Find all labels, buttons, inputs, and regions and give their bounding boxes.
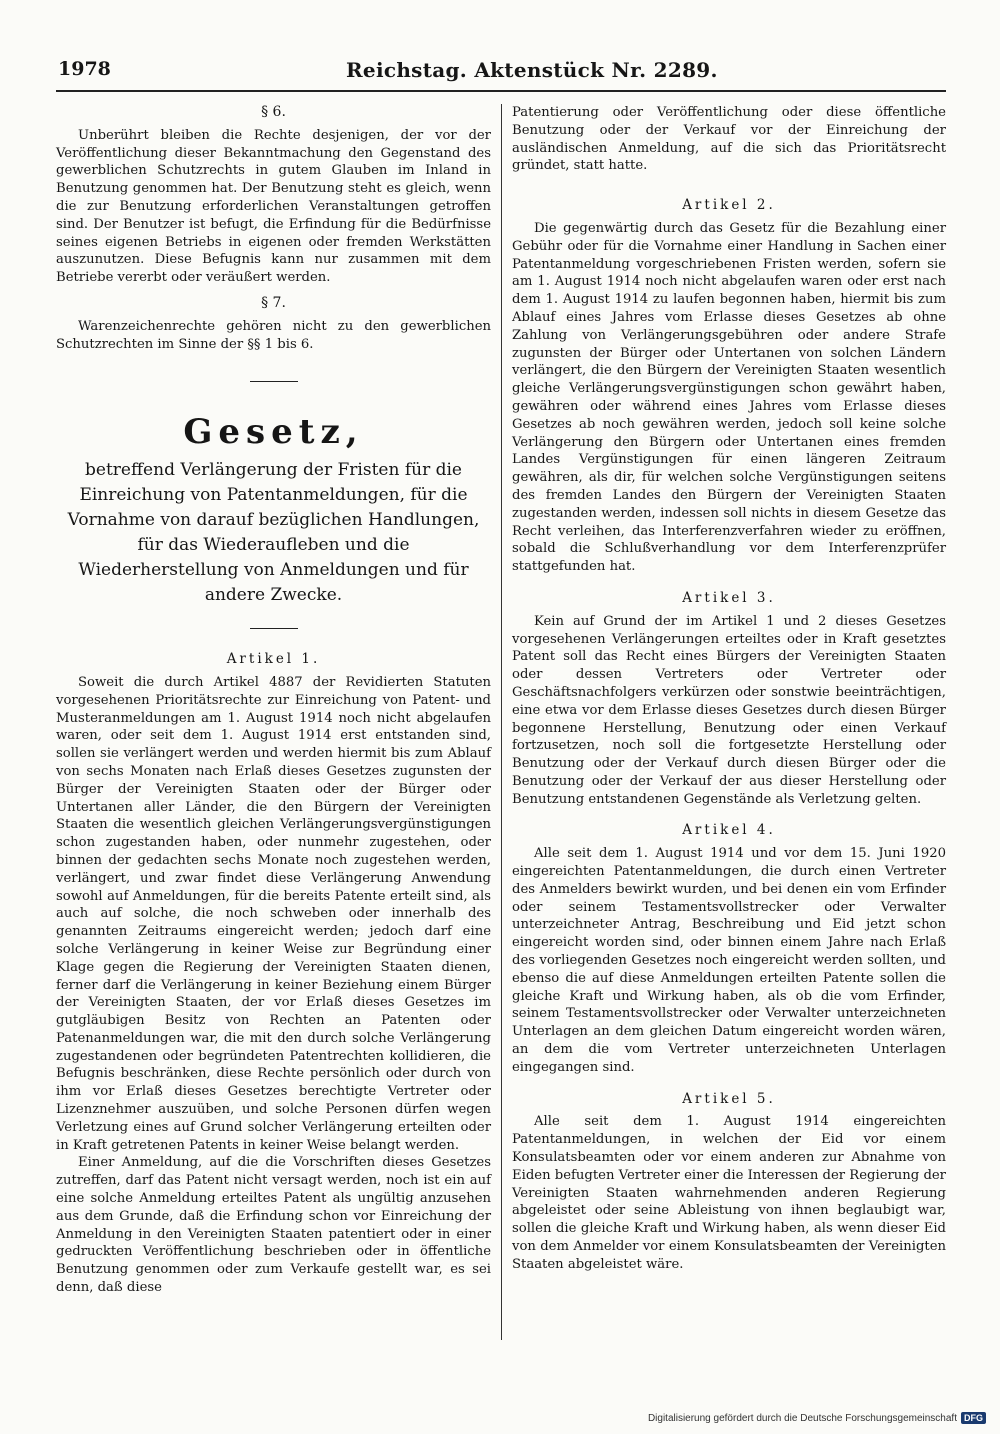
section-7-text: Warenzeichenrechte gehören nicht zu den gewerblichen Schutzrechten im Sinne der §§ 1 bis 6. [56,318,491,352]
section-7-heading: § 7. [261,294,286,311]
header-rule [56,90,946,92]
law-title: Gesetz, [183,412,364,453]
article-4-heading: Artikel 4. [682,822,776,839]
separator-rule [250,381,298,382]
article-3-heading: Artikel 3. [682,589,776,606]
column-divider [501,104,502,1340]
section-6-text: Unberührt bleiben die Rechte desjenigen, der vor der Veröffentlichung dieser Bekanntmachung den Gegenstand des gewerblichen Schutzrechts in gutem Glauben im Inland in Benutzung genommen hat. Der Benutzung steht es gleich, wenn die zur Benutzung erforderlichen Veranstaltungen getroffen sind. Der Benutzer ist befugt, die Erfindung für die Bedürfnisse seines eigenen Betriebs in eigenen oder fremden Werkstätten auszunutzen. Diese Befugnis kann nur zusammen mit dem Betriebe vererbt oder veräußert werden. [56,127,491,286]
continuation-text: Patentierung oder Veröffentlichung oder diese öffentliche Benutzung oder der Verkauf vor der Einreichung der ausländischen Anmeldung, auf die sich das Prioritätsrecht gründet, statt hatte. [512,105,946,174]
left-column [56,104,491,1297]
law-subtitle: betreffend Verlängerung der Fristen für die Einreichung von Patentanmeldungen, für die Vornahme von darauf bezüglichen Handlungen, für das Wiederaufleben und die Wiederherstellung von Anmeldungen und für andere Zwecke. [67,460,480,606]
right-column [512,104,946,1274]
section-6-heading: § 6. [261,104,286,120]
page-number: 1978 [58,58,111,80]
article-5-heading: Artikel 5. [682,1090,776,1107]
article-4-text: Alle seit dem 1. August 1914 und vor dem 15. Juni 1920 eingereichten Patentanmeldungen, die durch einen Vertreter des Anmelders bewirkt wurden, und bei denen ein vom Erfinder oder seinem Testamentsvollstrecker oder Verwalter unterzeichneter Antrag, Beschreibung und Eid jetzt schon eingereicht worden sind, oder binnen einem Jahre nach Erlaß des vorliegenden Gesetzes noch eingereicht werden sollten, und ebenso die auf diese Anmeldungen erteilten Patente sollen die gleiche Kraft und Wirkung haben, als ob die vom Erfinder, seinem Testamentsvollstrecker oder Verwalter unterzeichneten Unterlagen an dem gleichen Datum eingereicht worden wären, an dem die vom Vertreter unterzeichneten Unterlagen eingegangen sind. [512,846,946,1075]
article-5-text: Alle seit dem 1. August 1914 eingereichten Patentanmeldungen, in welchen der Eid vor einem Konsulatsbeamten oder vor einem anderen zur Abnahme von Eiden befugten Vertreter einer die Interessen der Regierung der Vereinigten Staaten wahrnehmenden anderen Regierung abgeleistet oder seine Ableistung von ihnen beglaubigt war, sollen die gleiche Kraft und Wirkung haben, als wenn dieser Eid von dem Anmelder vor einem Konsulatsbeamten der Vereinigten Staaten abgeleistet wäre. [512,1114,946,1272]
article-2-text: Die gegenwärtig durch das Gesetz für die Bezahlung einer Gebühr oder für die Vornahme einer Handlung in Sachen einer Patentanmeldung vorgeschriebenen Fristen werden, sofern sie am 1. August 1914 noch nicht abgelaufen waren oder erst nach dem 1. August 1914 zu laufen begonnen haben, hiermit bis zum Ablauf eines Jahres vom Erlasse dieses Gesetzes ab ohne Zahlung von Verlängerungsgebühren oder andere Strafe zugunsten der Bürger oder Untertanen von solchen Ländern verlängert, die den Bürgern der Vereinigten Staaten wesentlich gleiche Verlängerungsvergünstigungen schon gewährt haben, gewähren oder während eines Jahres vom Erlasse dieses Gesetzes ab noch gewähren werden, jedoch soll keine solche Verlängerung den Bürgern oder Untertanen eines fremden Landes Vergünstigungen für einen längeren Zeitraum gewähren, als dir, für welchen solche Vergünstigungen seitens des fremden Landes den Bürgern der Vereinigten Staaten zugestanden werden, indessen soll nichts in diesem Gesetze das Recht verleihen, das Interferenzverfahren wieder zu eröffnen, sobald die Schlußverhandlung vor dem Interferenzprüfer stattgefunden hat. [512,220,946,575]
article-3-text: Kein auf Grund der im Artikel 1 und 2 dieses Gesetzes vorgesehenen Verlängerungen erteiltes oder in Kraft gesetztes Patent soll das Recht eines Bürgers der Vereinigten Staaten oder dessen Vertreters oder Vertreter oder Geschäftsnachfolgers verkürzen oder sonstwie beeinträchtigen, eine etwa vor dem Erlasse dieses Gesetzes durch diesen Bürger begonnene Herstellung, Benutzung oder einen Verkauf fortzusetzen, noch soll die fortgesetzte Herstellung oder Benutzung oder der Verkauf durch diesen Bürger oder die Benutzung oder der Verkauf der aus dieser Herstellung oder Benutzung entstandenen Gegenstände als Verletzung gelten. [512,613,946,807]
article-1-paragraph-2: Einer Anmeldung, auf die die Vorschriften dieses Gesetzes zutreffen, darf das Patent nicht versagt werden, noch ist ein auf eine solche Anmeldung erteiltes Patent als ungültig anzusehen aus dem Grunde, daß die Erfindung schon vor Einreichung der Anmeldung in den Vereinigten Staaten patentiert oder in einer gedruckten Veröffentlichung beschrieben oder in öffentliche Benutzung genommen oder zum Verkaufe gestellt war, es sei denn, daß diese [56,1155,491,1296]
digitization-footer [648,1412,986,1424]
article-2-heading: Artikel 2. [682,197,776,214]
article-1-heading: Artikel 1. [226,651,321,668]
separator-rule-2 [250,628,298,629]
page-header [56,58,944,92]
running-title: Reichstag. Aktenstück Nr. 2289. [346,58,718,82]
article-1-paragraph-1: Soweit die durch Artikel 4887 der Revidierten Statuten vorgesehenen Prioritätsrechte zur Einreichung von Patent- und Musteranmeldungen am 1. August 1914 noch nicht abgelaufen waren, oder seit dem 1. August 1914 erst entstanden sind, sollen sie verlängert werden und werden hiermit bis zum Ablauf von sechs Monaten nach Erlaß dieses Gesetzes zugunsten der Bürger der Vereinigten Staaten oder der Bürger oder Untertanen aller Länder, die den Bürgern der Vereinigten Staaten die wesentlich gleichen Verlängerungsvergünstigungen schon zugestanden haben, oder nunmehr zugestehen, oder binnen der gedachten sechs Monate noch zugestehen werden, verlängert, und zwar findet diese Verlängerung Anwendung sowohl auf Anmeldungen, für die bereits Patente erteilt sind, als auch auf solche, die noch schweben oder innerhalb des genannten Zeitraums eingereicht werden; jedoch darf eine solche Verlängerung in keiner Weise zur Begründung einer Klage gegen die Regierung der Vereinigten Staaten dienen, ferner darf die Verlängerung in keiner Beziehung einem Bürger der Vereinigten Staaten, der vor Erlaß dieses Gesetzes im gutgläubigen Besitz von Rechten an Patenten oder Patenanmeldungen war, die mit den durch solche Verlängerung zugestandenen oder begründeten Patentrechten kollidieren, die Befugnis beschränken, diese Rechte persönlich oder durch von ihm vor Erlaß dieses Gesetzes berechtigte Vertreter oder Lizenznehmer auszuüben, und solche Personen dürfen wegen Verletzung eines auf Grund solcher Verlängerung erteilten oder in Kraft getretenen Patents in keiner Weise belangt werden. [56,674,491,1153]
footer-text: Digitalisierung gefördert durch die Deutsche Forschungsgemeinschaft [647,1412,957,1424]
dfg-logo: DFG [961,1412,986,1424]
